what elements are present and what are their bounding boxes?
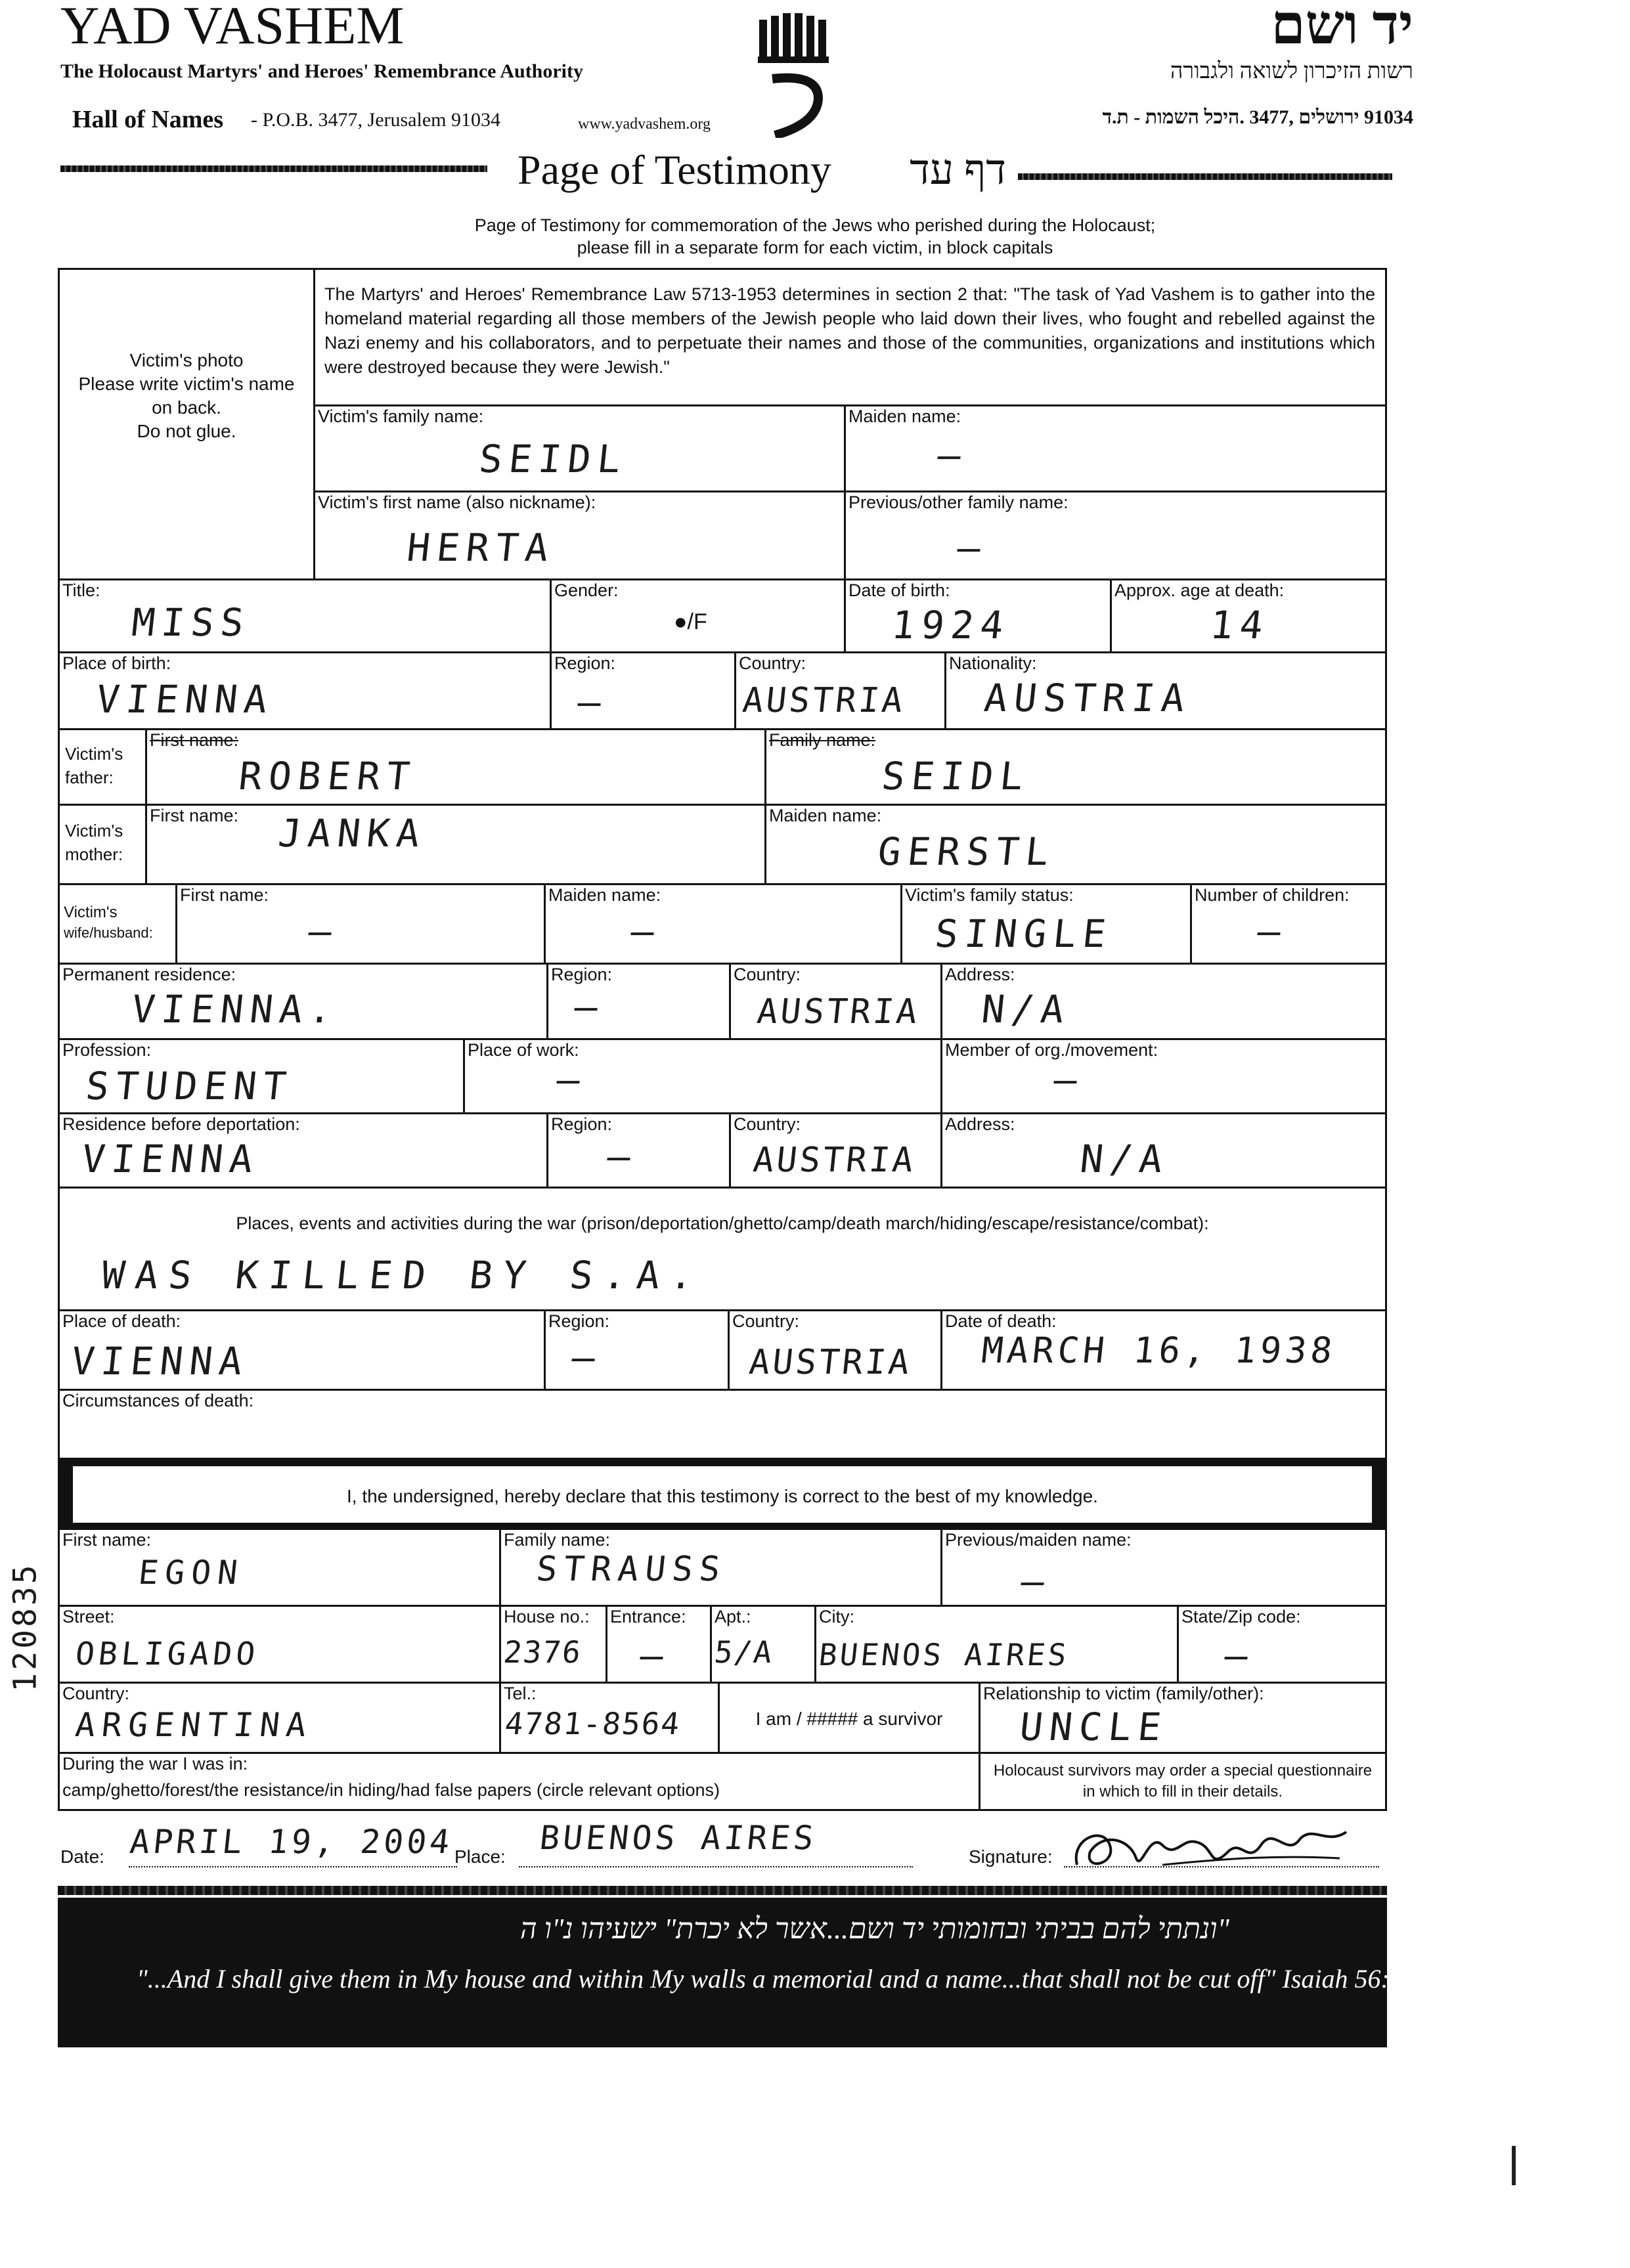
father-label-2: father: [65, 768, 114, 787]
apartment-value: 5/A [713, 1634, 775, 1670]
circumstances-of-death-field[interactable] [58, 1389, 1387, 1460]
declaration-text: I, the undersigned, hereby declare that this testimony is correct to the best of my knowledge. [347, 1486, 1098, 1506]
subtitle-line-2: please fill in a separate form for each victim, in block capitals [577, 238, 1053, 257]
number-of-children-field[interactable] [1190, 883, 1387, 965]
house-number-value: 2376 [502, 1634, 584, 1670]
pre-deportation-residence-field[interactable] [58, 1112, 548, 1189]
submitter-family-name-value: STRAUSS [534, 1550, 729, 1589]
deportation-address-value: N/A [1078, 1137, 1172, 1181]
spouse-label-2: wife/husband: [64, 925, 153, 941]
mother-maiden-name-value: GERSTL [875, 829, 1058, 874]
survivor-questionnaire-text: Holocaust survivors may order a special questionnaire in which to fill in their details. [993, 1762, 1373, 1800]
profession-value: STUDENT [83, 1064, 296, 1108]
signoff-place-line [519, 1866, 913, 1867]
nationality-label: Nationality: [949, 653, 1037, 673]
profession-label: Profession: [62, 1040, 152, 1060]
scan-mark [1512, 2146, 1516, 2185]
family-status-field[interactable] [900, 883, 1192, 965]
zip-code-label: State/Zip code: [1181, 1607, 1301, 1626]
age-at-death-label: Approx. age at death: [1114, 580, 1285, 600]
submitter-first-name-label: First name: [62, 1530, 152, 1550]
house-number-field[interactable] [499, 1605, 607, 1684]
spouse-row-label [58, 883, 177, 965]
survivor-status-field[interactable] [718, 1682, 980, 1754]
mother-first-name-value: JANKA [276, 811, 429, 856]
date-of-birth-value: 1924 [889, 603, 1013, 647]
place-of-death-field[interactable] [58, 1309, 546, 1391]
father-family-name-value: SEIDL [879, 754, 1032, 798]
place-of-work-label: Place of work: [468, 1040, 579, 1060]
hall-of-names: Hall of Names [72, 106, 224, 133]
victim-family-name-field[interactable] [313, 404, 846, 492]
entrance-field[interactable] [606, 1605, 712, 1684]
war-events-field[interactable] [58, 1187, 1387, 1311]
date-of-birth-field[interactable] [844, 578, 1112, 653]
survivor-status-text: I am / ##### a survivor [755, 1709, 943, 1729]
permanent-residence-label: Permanent residence: [62, 965, 236, 984]
deportation-country-value: AUSTRIA [751, 1141, 918, 1180]
footer-band [58, 1898, 1403, 2047]
telephone-label: Tel.: [504, 1684, 537, 1703]
residence-country-value: AUSTRIA [755, 992, 922, 1032]
death-country-label: Country: [732, 1311, 800, 1331]
family-status-value: SINGLE [933, 911, 1115, 956]
photo-line-3: on back. [152, 397, 221, 418]
place-of-birth-label: Place of birth: [62, 653, 171, 673]
permanent-residence-value: VIENNA. [129, 987, 341, 1032]
signoff-place-label: Place: [454, 1846, 506, 1867]
header-rule-right [1018, 173, 1392, 180]
mother-label-2: mother: [65, 844, 123, 864]
previous-family-name-value: — [955, 525, 990, 570]
city-label: City: [819, 1607, 854, 1626]
father-family-name-label: Family name: [769, 730, 876, 750]
residence-region-label: Region: [551, 965, 613, 984]
victim-maiden-name-value: — [935, 433, 970, 477]
submitter-first-name-field[interactable] [58, 1528, 501, 1607]
footer-top-rule [58, 1886, 1387, 1895]
spouse-maiden-name-value: — [628, 909, 663, 953]
death-country-value: AUSTRIA [747, 1343, 914, 1382]
victim-first-name-field[interactable] [313, 491, 846, 580]
residence-region-value: — [572, 984, 607, 1029]
signoff-date-value: APRIL 19, 2004 [127, 1823, 455, 1861]
header-rule-left [60, 165, 487, 172]
submitter-family-name-label: Family name: [504, 1530, 611, 1550]
deportation-address-field[interactable] [940, 1112, 1387, 1189]
victim-maiden-name-field[interactable] [844, 404, 1387, 492]
deportation-region-value: — [605, 1134, 640, 1179]
deportation-region-label: Region: [551, 1114, 613, 1134]
authority-en: The Holocaust Martyrs' and Heroes' Remembrance Authority [60, 60, 584, 82]
gender-field[interactable] [550, 578, 846, 653]
page-title-he: דף עד [910, 146, 1006, 193]
victim-first-name-label: Victim's first name (also nickname): [318, 492, 596, 512]
org-name-en: YAD VASHEM [60, 0, 405, 55]
telephone-value: 4781-8564 [503, 1706, 683, 1741]
address-en: - P.O.B. 3477, Jerusalem 91034 [251, 109, 500, 131]
signature-line [1064, 1866, 1379, 1867]
relationship-label: Relationship to victim (family/other): [983, 1684, 1264, 1703]
place-of-death-value: VIENNA [69, 1339, 252, 1384]
spouse-maiden-name-label: Maiden name: [548, 885, 661, 905]
birth-country-label: Country: [739, 653, 806, 673]
photo-line-1: Victim's photo [129, 350, 244, 370]
telephone-field[interactable] [499, 1682, 720, 1754]
profession-field[interactable] [58, 1038, 465, 1114]
previous-family-name-label: Previous/other family name: [848, 492, 1068, 512]
death-region-field[interactable] [544, 1309, 730, 1391]
deportation-country-field[interactable] [729, 1112, 942, 1189]
mother-maiden-name-field[interactable] [764, 804, 1387, 885]
submitter-country-value: ARGENTINA [73, 1706, 315, 1744]
website: www.yadvashem.org [578, 116, 711, 133]
entrance-value: — [638, 1633, 672, 1678]
place-of-work-field[interactable] [463, 1038, 942, 1114]
spouse-first-name-value: — [306, 909, 341, 953]
place-of-birth-field[interactable] [58, 651, 552, 730]
number-of-children-label: Number of children: [1195, 885, 1350, 905]
victim-family-name-label: Victim's family name: [318, 406, 484, 426]
war-events-value: WAS KILLED BY S.A. [99, 1253, 707, 1298]
pre-deportation-residence-label: Residence before deportation: [62, 1114, 300, 1134]
yad-vashem-menorah-logo [753, 13, 838, 138]
deportation-address-label: Address: [945, 1114, 1015, 1134]
spouse-label-1: Victim's [64, 904, 118, 921]
spouse-first-name-field[interactable] [175, 883, 546, 965]
footer-hebrew-quote: "ונתתי להם בביתי ובחומותי יד ושם...אשר לא יכרת" ישעיהו נ"ו ה [519, 1913, 1229, 1945]
apartment-label: Apt.: [715, 1607, 751, 1626]
deportation-region-field[interactable] [546, 1112, 731, 1189]
title-field[interactable] [58, 578, 552, 653]
zip-code-value: — [1222, 1633, 1257, 1678]
place-of-work-value: — [554, 1057, 589, 1102]
relationship-value: UNCLE [1017, 1705, 1170, 1749]
street-value: OBLIGADO [74, 1636, 261, 1672]
mother-maiden-name-label: Maiden name: [769, 806, 882, 825]
residence-region-field[interactable] [546, 963, 731, 1040]
mother-first-name-field[interactable] [145, 804, 766, 885]
age-at-death-value: 14 [1208, 603, 1272, 647]
page-title-en: Page of Testimony [518, 146, 831, 193]
relationship-field[interactable] [979, 1682, 1387, 1754]
birth-country-value: AUSTRIA [740, 681, 908, 720]
city-field[interactable] [814, 1605, 1179, 1684]
death-region-label: Region: [548, 1311, 610, 1331]
subtitle-line-1: Page of Testimony for commemoration of the Jews who perished during the Holocaust; [474, 215, 1156, 235]
permanent-residence-field[interactable] [58, 963, 548, 1040]
circumstances-of-death-label: Circumstances of death: [62, 1391, 254, 1410]
deportation-country-label: Country: [734, 1114, 801, 1134]
submitter-previous-name-value: — [1019, 1559, 1053, 1603]
victim-family-name-value: SEIDL [477, 437, 630, 481]
father-first-name-value: ROBERT [236, 754, 419, 798]
residence-country-label: Country: [734, 965, 801, 984]
victim-first-name-value: HERTA [405, 525, 558, 570]
previous-family-name-field[interactable] [844, 491, 1387, 580]
city-value: BUENOS AIRES [817, 1637, 1071, 1672]
submitter-country-label: Country: [62, 1684, 130, 1703]
age-at-death-field[interactable] [1110, 578, 1387, 653]
victim-maiden-name-label: Maiden name: [848, 406, 961, 426]
signature-label: Signature: [969, 1846, 1053, 1867]
member-of-org-value: — [1051, 1057, 1086, 1102]
margin-reference-number: 120835 [7, 1562, 44, 1692]
signoff-date-line [129, 1866, 457, 1867]
date-of-birth-label: Date of birth: [848, 580, 950, 600]
mother-row-label [58, 804, 147, 885]
war-location-label: During the war I was in: [62, 1754, 248, 1774]
address-he: 91034 ירושלים ,3477 .היכל השמות - ת.ד [1102, 106, 1413, 128]
declaration-box [71, 1464, 1374, 1525]
submitter-first-name-value: EGON [136, 1554, 246, 1592]
place-of-death-label: Place of death: [62, 1311, 181, 1331]
nationality-field[interactable] [944, 651, 1387, 730]
law-text: The Martyrs' and Heroes' Remembrance Law 5713-1953 determines in section 2 that: "The task of Yad Vashem is to gather into the homeland material regarding all those members of the Jewish people who laid down their lives, who fought and rebelled against the Nazi enemy and his collaborators, and to perpetuate their names and those of the communities, organizations and institutions which were destroyed because they were Jewish." [324, 284, 1375, 377]
residence-country-field[interactable] [729, 963, 942, 1040]
death-country-field[interactable] [728, 1309, 942, 1391]
birth-region-label: Region: [554, 653, 616, 673]
spouse-maiden-name-field[interactable] [544, 883, 902, 965]
signoff-date-label: Date: [60, 1846, 104, 1867]
date-of-death-label: Date of death: [945, 1311, 1057, 1331]
residence-address-value: N/A [979, 987, 1073, 1032]
photo-line-2: Please write victim's name [78, 374, 295, 394]
apartment-field[interactable] [710, 1605, 816, 1684]
signature-image [1064, 1819, 1353, 1885]
number-of-children-value: — [1255, 909, 1290, 953]
org-name-he: יד ושם [1271, 0, 1413, 56]
date-of-death-field[interactable] [940, 1309, 1387, 1391]
war-events-label: Places, events and activities during the war (prison/deportation/ghetto/camp/death march/hiding/escape/resistance/combat): [236, 1213, 1209, 1233]
survivor-questionnaire-note [979, 1752, 1387, 1811]
signoff-place-value: BUENOS AIRES [537, 1819, 819, 1857]
spouse-first-name-label: First name: [180, 885, 269, 905]
submitter-previous-name-label: Previous/maiden name: [945, 1530, 1132, 1550]
place-of-birth-value: VIENNA [94, 677, 276, 722]
birth-region-value: — [575, 680, 610, 724]
pre-deportation-residence-value: VIENNA [79, 1137, 262, 1181]
gender-value: ●/F [674, 609, 707, 634]
submitter-family-name-field[interactable] [499, 1528, 942, 1607]
father-first-name-label: First name: [150, 730, 239, 750]
mother-first-name-label: First name: [150, 806, 239, 825]
entrance-label: Entrance: [610, 1607, 686, 1626]
birth-region-field[interactable] [550, 651, 736, 730]
submitter-previous-name-field[interactable] [940, 1528, 1387, 1607]
father-family-name-field[interactable] [764, 728, 1387, 806]
house-number-label: House no.: [504, 1607, 590, 1626]
street-field[interactable] [58, 1605, 501, 1684]
father-label-1: Victim's [65, 744, 123, 764]
member-of-org-label: Member of org./movement: [945, 1040, 1158, 1060]
title-label: Title: [62, 580, 100, 600]
photo-line-4: Do not glue. [137, 421, 236, 441]
gender-label: Gender: [554, 580, 619, 600]
war-location-options[interactable]: camp/ghetto/forest/the resistance/in hiding/had false papers (circle relevant options) [62, 1780, 720, 1800]
street-label: Street: [62, 1607, 115, 1626]
title-value: MISS [129, 600, 253, 645]
war-location-field[interactable] [58, 1752, 980, 1811]
authority-he: רשות הזיכרון לשואה ולגבורה [1170, 59, 1413, 83]
birth-country-field[interactable] [734, 651, 946, 730]
father-row-label [58, 728, 147, 806]
photo-box[interactable] [58, 268, 315, 580]
zip-code-field[interactable] [1177, 1605, 1387, 1684]
death-region-value: — [569, 1335, 604, 1380]
member-of-org-field[interactable] [940, 1038, 1387, 1114]
footer-english-quote: "...And I shall give them in My house and within My walls a memorial and a name...that shall not be cut off" Isaiah 56:5 [137, 1964, 1403, 1994]
residence-address-field[interactable] [940, 963, 1387, 1040]
father-first-name-field[interactable] [145, 728, 766, 806]
nationality-value: AUSTRIA [982, 676, 1194, 720]
family-status-label: Victim's family status: [905, 885, 1074, 905]
residence-address-label: Address: [945, 965, 1015, 984]
mother-label-1: Victim's [65, 821, 123, 840]
date-of-death-value: MARCH 16, 1938 [979, 1330, 1338, 1371]
submitter-country-field[interactable] [58, 1682, 501, 1754]
